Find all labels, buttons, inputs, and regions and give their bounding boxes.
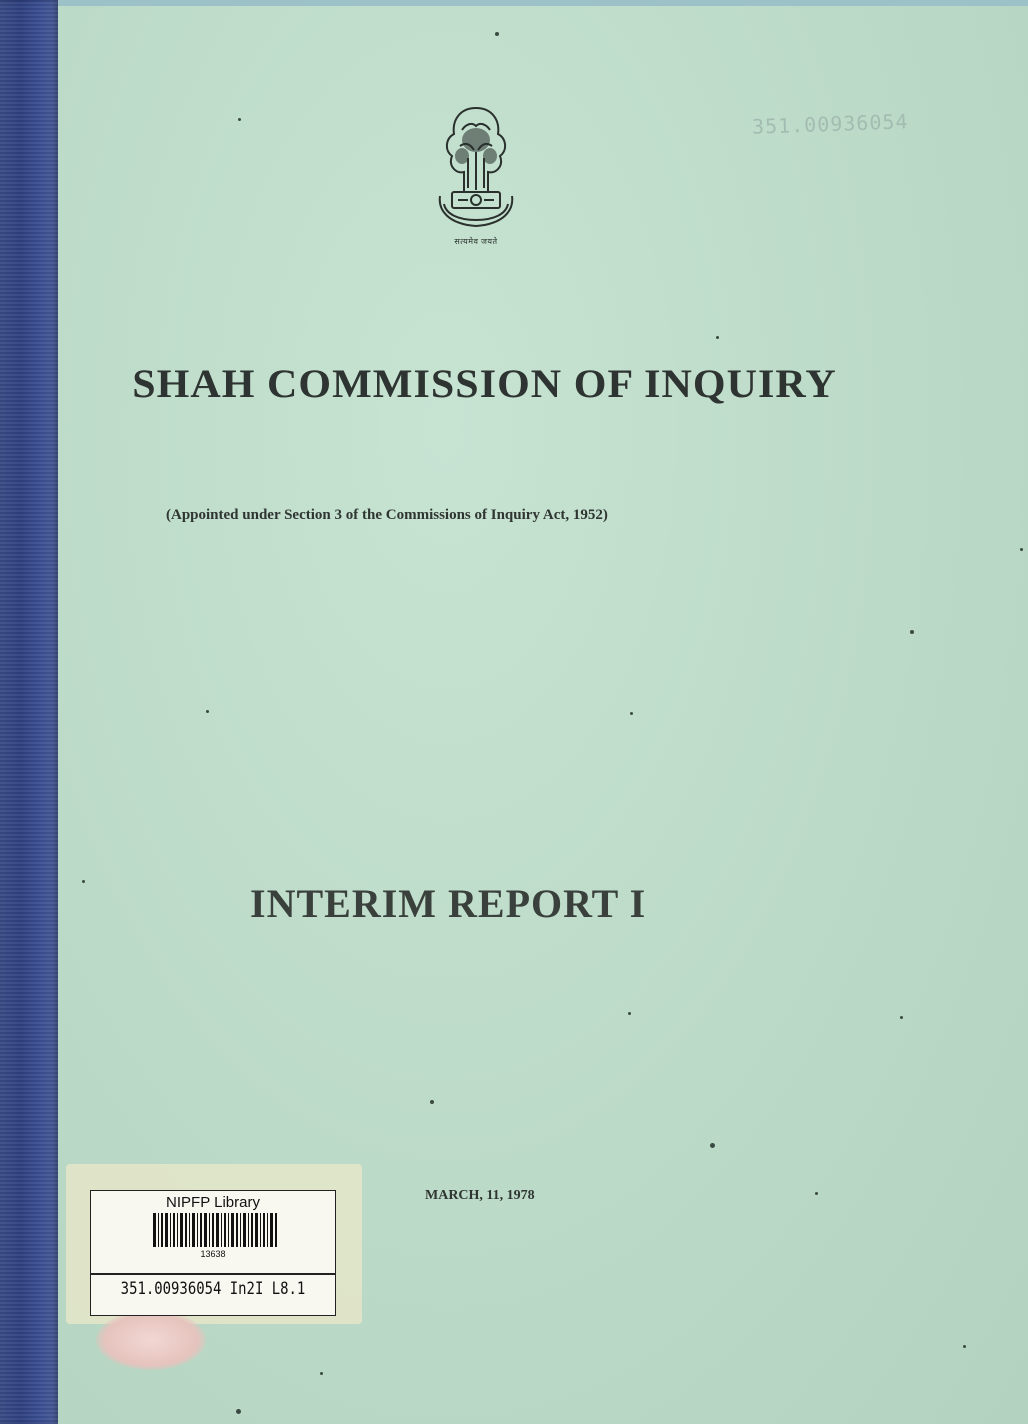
barcode-number: 13638 — [200, 1249, 226, 1259]
call-number: 351.00936054 In2I L8.1 — [120, 1279, 306, 1299]
cover-subtitle: (Appointed under Section 3 of the Commissions of Inquiry Act, 1952) — [166, 507, 608, 523]
report-date: MARCH, 11, 1978 — [425, 1188, 535, 1203]
cover-title-text: SHAH COMMISSION OF INQUIRY — [131, 361, 837, 406]
cover-top-edge — [58, 0, 1028, 6]
library-label — [90, 1190, 336, 1316]
book-spine — [0, 0, 58, 1424]
cover-title — [0, 360, 1028, 407]
emblem-motto: सत्यमेव जयते — [454, 237, 498, 246]
state-emblem-icon — [430, 100, 522, 250]
library-name: NIPFP Library — [166, 1194, 260, 1211]
report-title: INTERIM REPORT I — [250, 881, 647, 926]
pink-sticker — [96, 1310, 206, 1370]
label-divider — [91, 1273, 335, 1275]
handwritten-accession-number: 351.00936054 — [751, 109, 909, 139]
barcode-icon — [153, 1213, 277, 1247]
